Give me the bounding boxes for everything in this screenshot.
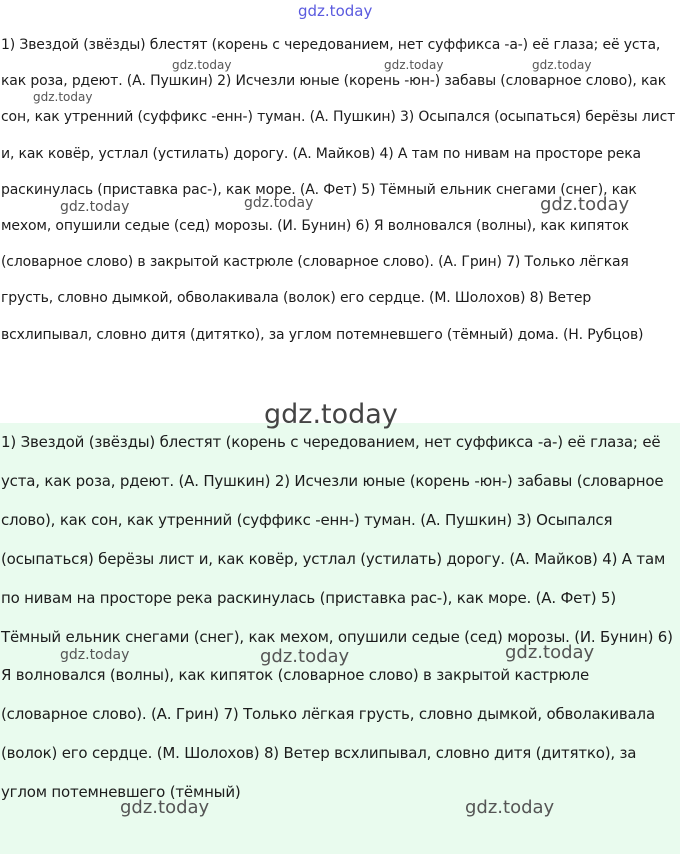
answer-text-block-highlighted (0, 423, 680, 854)
watermark: gdz.today (120, 797, 210, 818)
watermark: gdz.today (33, 90, 93, 104)
watermark: gdz.today (60, 647, 130, 663)
watermark: gdz.today (172, 58, 232, 72)
watermark: gdz.today (60, 199, 130, 215)
watermark: gdz.today (260, 646, 350, 667)
watermark: gdz.today (465, 797, 555, 818)
watermark: gdz.today (540, 194, 630, 215)
answer-text-block-plain (0, 27, 680, 353)
header-watermark: gdz.today (298, 2, 373, 20)
watermark: gdz.today (532, 58, 592, 72)
watermark: gdz.today (384, 58, 444, 72)
watermark: gdz.today (264, 399, 398, 430)
watermark: gdz.today (244, 195, 314, 211)
answer-paragraph-plain: 1) Звездой (звёзды) блестят (корень с чередованием, нет суффикса -а-) её глаза; её уста, как роза, рдеют. (А. Пушкин) 2) Исчезли юные (корень -юн-) забавы (словарное слово), как сон, как утренний (суффикс -енн-) туман. (А. Пушкин) 3) Осыпался (осыпаться) берёзы лист и, как ковёр, устлал (устилать) дорогу. (А. Майков) 4) А там по нивам на просторе река раскинулась (приставка рас-), как море. (А. Фет) 5) Тёмный ельник снегами (снег), как мехом, опушили седые (сед) морозы. (И. Бунин) 6) Я волновался (волны), как кипяток (словарное слово) в закрытой кастрюле (словарное слово). (А. Грин) 7) Только лёгкая грусть, словно дымкой, обволакивала (волок) его сердце. (М. Шолохов) 8) Ветер всхлипывал, словно дитя (дитятко), за углом потемневшего (тёмный) дома. (Н. Рубцов) (1, 37, 676, 343)
watermark: gdz.today (505, 642, 595, 663)
answer-paragraph-highlighted: 1) Звездой (звёзды) блестят (корень с чередованием, нет суффикса -а-) её глаза; её уста, как роза, рдеют. (А. Пушкин) 2) Исчезли юные (корень -юн-) забавы (словарное слово), как сон, как утренний (суффикс -енн-) туман. (А. Пушкин) 3) Осыпался (осыпаться) берёзы лист и, как ковёр, устлал (устилать) дорогу. (А. Майков) 4) А там по нивам на просторе река раскинулась (приставка рас-), как море. (А. Фет) 5) Тёмный ельник снегами (снег), как мехом, опушили седые (сед) морозы. (И. Бунин) 6) Я волновался (волны), как кипяток (словарное слово) в закрытой кастрюле (словарное слово). (А. Грин) 7) Только лёгкая грусть, словно дымкой, обволакивала (волок) его сердце. (М. Шолохов) 8) Ветер всхлипывал, словно дитя (дитятко), за углом потемневшего (тёмный) (1, 433, 673, 802)
